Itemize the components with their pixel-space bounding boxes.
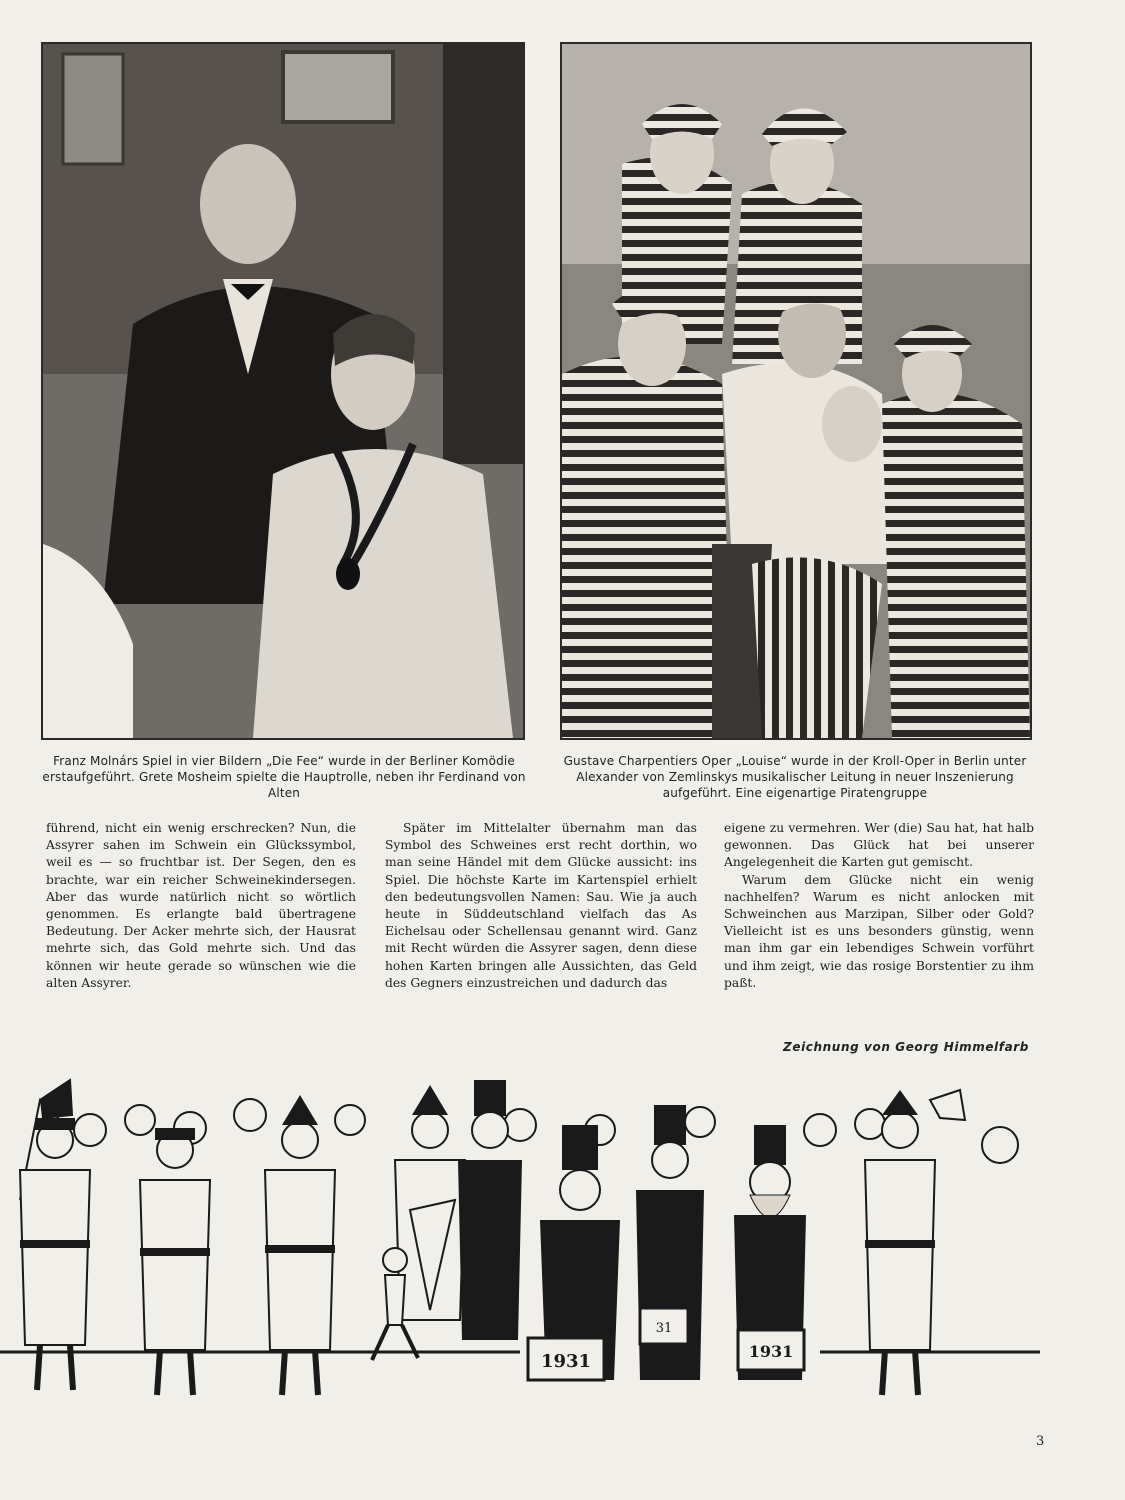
article-column-1 <box>46 820 356 992</box>
briefcase-label-left: 1931 <box>540 1351 592 1372</box>
caption-die-fee: Franz Molnárs Spiel in vier Bildern „Die Fee“ wurde in der Berliner Komödie erstaufgeführt. Grete Mosheim spielte die Hauptrolle, neben ihr Ferdinand von Alten <box>42 754 526 800</box>
paragraph: Warum dem Glücke nicht ein wenig nachhelfen? Warum es nicht anlocken mit Schweinchen aus Marzipan, Silber oder Gold? Vielleicht ist es uns besonders günstig, wenn man ihm gar ein lebendiges Schwein vorführt und ihm zeigt, wie das rosige Borstentier zu ihm paßt. <box>724 872 1034 990</box>
paragraph: eigene zu vermehren. Wer (die) Sau hat, hat halb gewonnen. Das Glück hat bei unserer Angelegenheit die Karten gut gemischt. <box>724 821 1034 870</box>
drawing-credit: Zeichnung von Georg Himmelfarb <box>783 1040 1029 1054</box>
photo-die-fee-image <box>43 44 523 738</box>
briefcase-label-right: 1931 <box>748 1342 794 1361</box>
paragraph: führend, nicht ein wenig erschrecken? Nun, die Assyrer sahen im Schwein ein Glückssymbol, weil es — so fruchtbar ist. Der Segen, den es brachte, war ein reicher Schweinekindersegen. Aber das wurde natürlich nicht so wörtlich genommen. Es erlangte bald übertragene Bedeutung. Der Acker mehrte sich, der Hausrat mehrte sich, das Gold mehrte sich. Und das können wir heute gerade so wünschen wie die alten Assyrer. <box>46 821 356 990</box>
caption-louise: Gustave Charpentiers Oper „Louise“ wurde in der Kroll-Oper in Berlin unter Alexander von Zemlinskys musikalischer Leitung in neuer Inszenierung aufgeführt. Eine eigenartige Piratengruppe <box>563 754 1027 800</box>
cartoon-crowd-illustration <box>0 1060 1125 1410</box>
page-number: 3 <box>1036 1434 1045 1449</box>
photo-louise-image <box>562 44 1030 738</box>
article-column-3 <box>724 820 1034 992</box>
article-column-2 <box>385 820 697 992</box>
photo-die-fee <box>41 42 525 740</box>
briefcase-label-mid: 31 <box>655 1321 673 1336</box>
paragraph: Später im Mittelalter übernahm man das Symbol des Schweines erst recht dorthin, wo man seine Händel mit dem Glücke aussicht: ins Spiel. Die höchste Karte im Kartenspiel erhielt den bedeutungsvollen Namen: Sau. Wie ja auch heute in Süddeutschland vielfach das As Eichelsau oder Schellensau genannt wird. Ganz mit Recht würden die Assyrer sagen, denn diese hohen Karten bringen alle Aussichten, das Geld des Gegners einzustreichen und dadurch das <box>385 821 697 990</box>
photo-louise <box>560 42 1032 740</box>
